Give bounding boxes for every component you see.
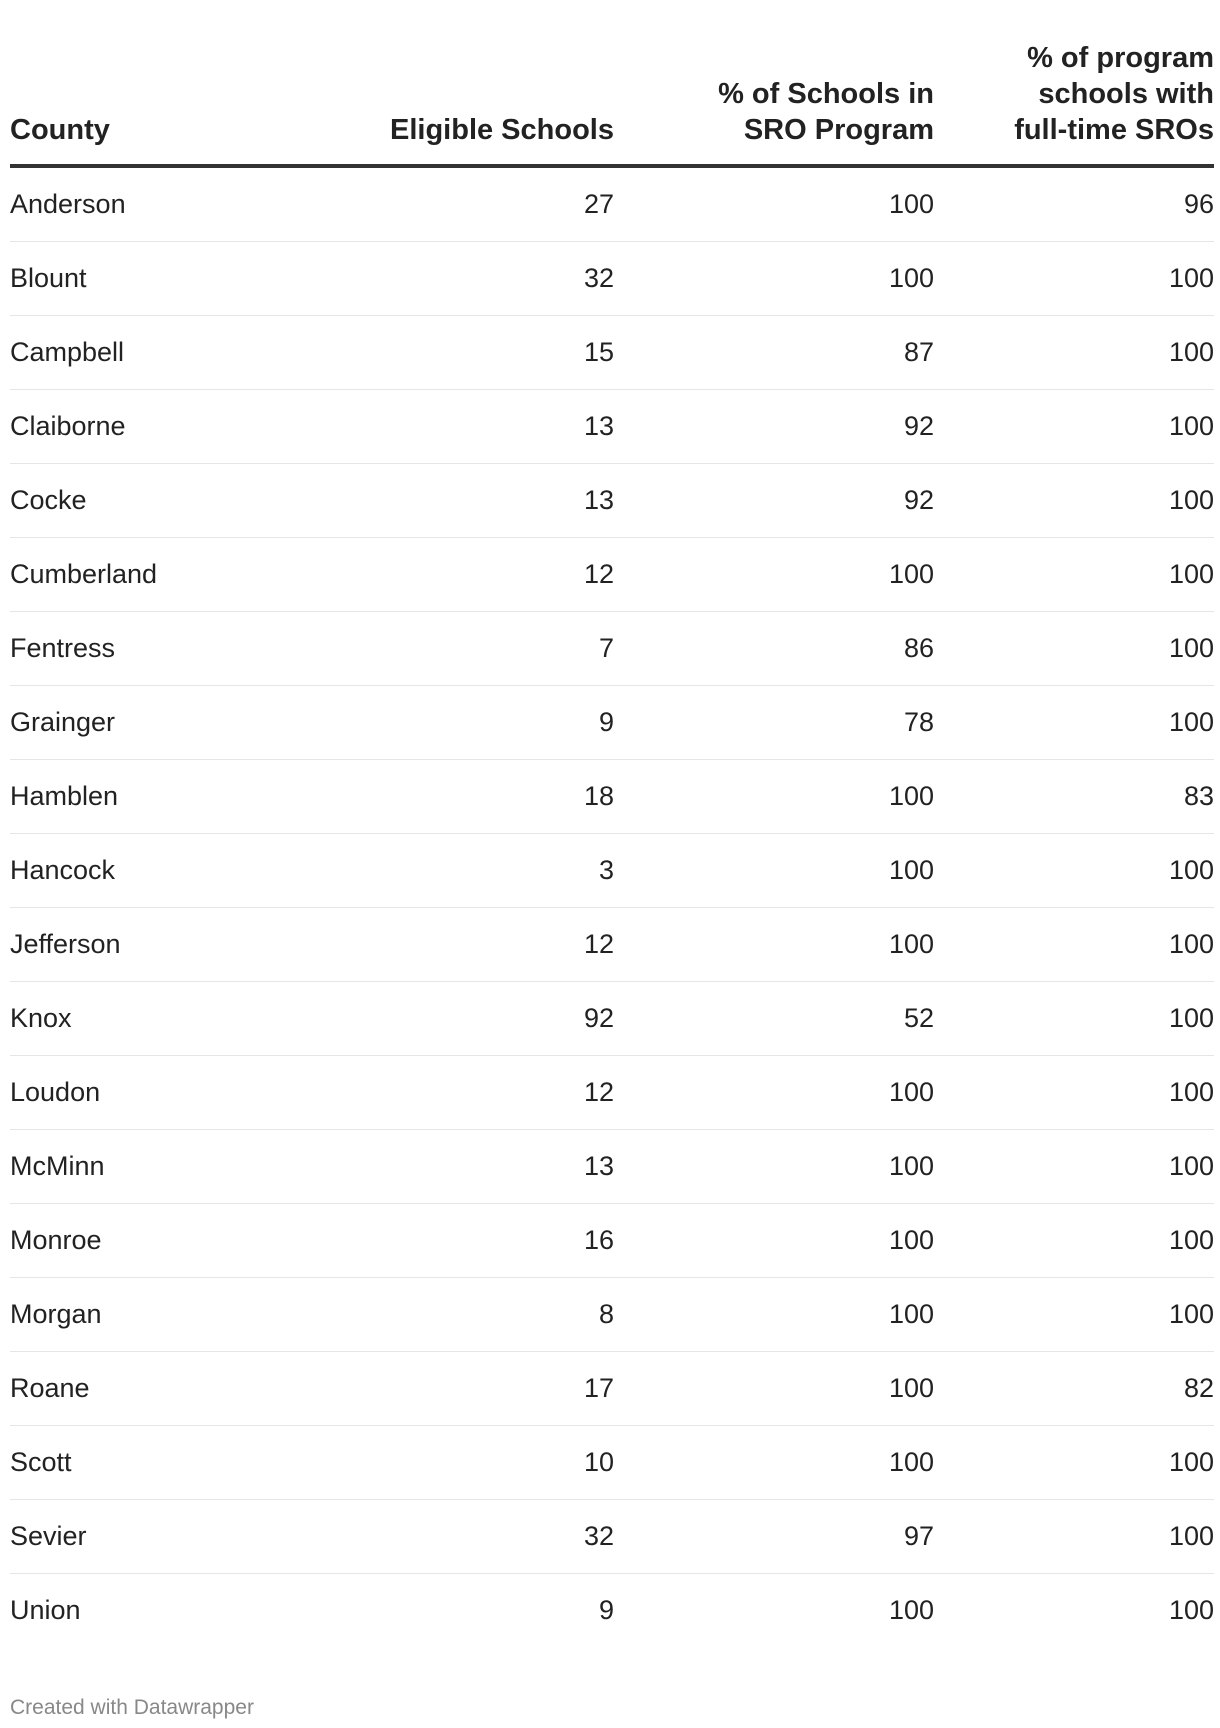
- cell-eligible-schools: 92: [340, 982, 614, 1056]
- table-row: [10, 1056, 1214, 1130]
- cell-pct-fulltime-sro: 100: [934, 1056, 1214, 1130]
- table-row: [10, 1278, 1214, 1352]
- cell-pct-fulltime-sro: 96: [934, 166, 1214, 242]
- cell-pct-sro-program: 100: [888, 1595, 934, 1625]
- cell-eligible-schools: 27: [340, 166, 614, 242]
- cell-pct-sro-program: 78: [614, 686, 934, 760]
- cell-county: Roane: [10, 1352, 340, 1426]
- data-table-container: [10, 40, 1214, 1647]
- datawrapper-credit: Created with Datawrapper: [10, 1696, 254, 1719]
- cell-eligible-schools: 13: [340, 1130, 614, 1204]
- cell-pct-sro-program: 100: [614, 834, 934, 908]
- cell-eligible-schools: 32: [340, 1500, 614, 1574]
- cell-eligible-schools: 12: [340, 908, 614, 982]
- cell-pct-fulltime-sro: 100: [934, 1426, 1214, 1500]
- header-pct-sro-line2: SRO Program: [743, 114, 934, 146]
- table-body: [10, 166, 1214, 1647]
- cell-eligible-schools: 15: [340, 316, 614, 390]
- cell-eligible-schools: 12: [340, 538, 614, 612]
- cell-pct-sro-program: 92: [614, 464, 934, 538]
- table-row: [10, 538, 1214, 612]
- cell-pct-sro-program: 100: [614, 1426, 934, 1500]
- cell-eligible-schools: 16: [340, 1204, 614, 1278]
- table-row: [10, 982, 1214, 1056]
- cell-eligible-schools: 9: [598, 1595, 614, 1625]
- cell-county: Claiborne: [10, 390, 340, 464]
- cell-pct-sro-program: 87: [614, 316, 934, 390]
- cell-pct-sro-program: 100: [614, 1278, 934, 1352]
- cell-pct-sro-program: 100: [614, 908, 934, 982]
- cell-eligible-schools: 18: [340, 760, 614, 834]
- cell-eligible-schools: 3: [340, 834, 614, 908]
- table-row: [10, 908, 1214, 982]
- cell-eligible-schools: 7: [340, 612, 614, 686]
- header-row: [10, 40, 1214, 166]
- cell-eligible-schools: 10: [340, 1426, 614, 1500]
- header-eligible-label: Eligible Schools: [390, 114, 614, 146]
- cell-pct-sro-program: 100: [614, 166, 934, 242]
- table-row: [10, 316, 1214, 390]
- header-pct-fulltime-line2: schools with: [1038, 78, 1214, 110]
- cell-eligible-schools: 9: [340, 686, 614, 760]
- cell-pct-sro-program: 86: [614, 612, 934, 686]
- cell-pct-fulltime-sro: 100: [934, 834, 1214, 908]
- cell-county: Blount: [10, 242, 340, 316]
- cell-pct-fulltime-sro: 100: [934, 1130, 1214, 1204]
- header-county[interactable]: [10, 40, 340, 166]
- cell-eligible-schools: 32: [340, 242, 614, 316]
- cell-pct-fulltime-sro: 100: [934, 686, 1214, 760]
- header-pct-fulltime-line1: % of program: [1027, 42, 1214, 74]
- table-row: [10, 1426, 1214, 1500]
- cell-county: Campbell: [10, 316, 340, 390]
- header-pct-sro-line1: % of Schools in: [718, 78, 934, 110]
- cell-eligible-schools: 8: [340, 1278, 614, 1352]
- table-row: [10, 760, 1214, 834]
- cell-county: Hamblen: [10, 760, 340, 834]
- cell-county: Loudon: [10, 1056, 340, 1130]
- cell-county: Monroe: [10, 1204, 340, 1278]
- cell-county: Knox: [10, 982, 340, 1056]
- cell-county: Morgan: [10, 1278, 340, 1352]
- table-row: [10, 834, 1214, 908]
- county-sro-table: [10, 40, 1214, 1647]
- cell-eligible-schools: 17: [340, 1352, 614, 1426]
- cell-county: Scott: [10, 1426, 340, 1500]
- cell-pct-sro-program: 100: [614, 1204, 934, 1278]
- cell-pct-sro-program: 92: [614, 390, 934, 464]
- cell-pct-sro-program: 100: [614, 1130, 934, 1204]
- cell-county: Cumberland: [10, 538, 340, 612]
- cell-pct-fulltime-sro: 100: [934, 464, 1214, 538]
- table-row: [10, 1204, 1214, 1278]
- cell-pct-sro-program: 100: [614, 1352, 934, 1426]
- cell-eligible-schools: 13: [340, 390, 614, 464]
- cell-county: Union: [10, 1595, 81, 1625]
- header-eligible-schools[interactable]: [340, 40, 614, 166]
- cell-county: Anderson: [10, 166, 340, 242]
- table-row: [10, 166, 1214, 242]
- cell-eligible-schools: 13: [340, 464, 614, 538]
- table-row: [10, 1574, 1214, 1648]
- table-row: [10, 1352, 1214, 1426]
- table-header: [10, 40, 1214, 166]
- cell-pct-sro-program: 100: [614, 538, 934, 612]
- cell-county: Fentress: [10, 612, 340, 686]
- table-row: [10, 686, 1214, 760]
- cell-pct-fulltime-sro: 100: [934, 1278, 1214, 1352]
- table-row: [10, 1500, 1214, 1574]
- cell-eligible-schools: 12: [340, 1056, 614, 1130]
- cell-county: Grainger: [10, 686, 340, 760]
- cell-pct-fulltime-sro: 83: [934, 760, 1214, 834]
- table-row: [10, 612, 1214, 686]
- cell-pct-fulltime-sro: 100: [934, 1204, 1214, 1278]
- table-row: [10, 1130, 1214, 1204]
- cell-county: Sevier: [10, 1500, 340, 1574]
- cell-pct-fulltime-sro: 100: [934, 242, 1214, 316]
- header-pct-fulltime-sro[interactable]: [934, 40, 1214, 166]
- table-row: [10, 464, 1214, 538]
- cell-pct-fulltime-sro: 100: [934, 982, 1214, 1056]
- header-pct-fulltime-line3: full-time SROs: [1014, 114, 1214, 146]
- header-county-label: County: [10, 114, 110, 146]
- cell-county: Hancock: [10, 834, 340, 908]
- cell-pct-fulltime-sro: 100: [934, 538, 1214, 612]
- cell-county: Cocke: [10, 464, 340, 538]
- cell-pct-sro-program: 97: [614, 1500, 934, 1574]
- table-row: [10, 242, 1214, 316]
- cell-pct-sro-program: 100: [614, 1056, 934, 1130]
- table-row: [10, 390, 1214, 464]
- cell-county: McMinn: [10, 1130, 340, 1204]
- cell-pct-sro-program: 52: [614, 982, 934, 1056]
- cell-pct-fulltime-sro: 100: [934, 390, 1214, 464]
- header-pct-sro-program[interactable]: [614, 40, 934, 166]
- cell-pct-fulltime-sro: 82: [934, 1352, 1214, 1426]
- cell-pct-fulltime-sro: 100: [934, 612, 1214, 686]
- cell-county: Jefferson: [10, 908, 340, 982]
- cell-pct-fulltime-sro: 100: [934, 908, 1214, 982]
- cell-pct-fulltime-sro: 100: [1168, 1595, 1214, 1625]
- cell-pct-sro-program: 100: [614, 760, 934, 834]
- cell-pct-fulltime-sro: 100: [934, 1500, 1214, 1574]
- cell-pct-fulltime-sro: 100: [934, 316, 1214, 390]
- cell-pct-sro-program: 100: [614, 242, 934, 316]
